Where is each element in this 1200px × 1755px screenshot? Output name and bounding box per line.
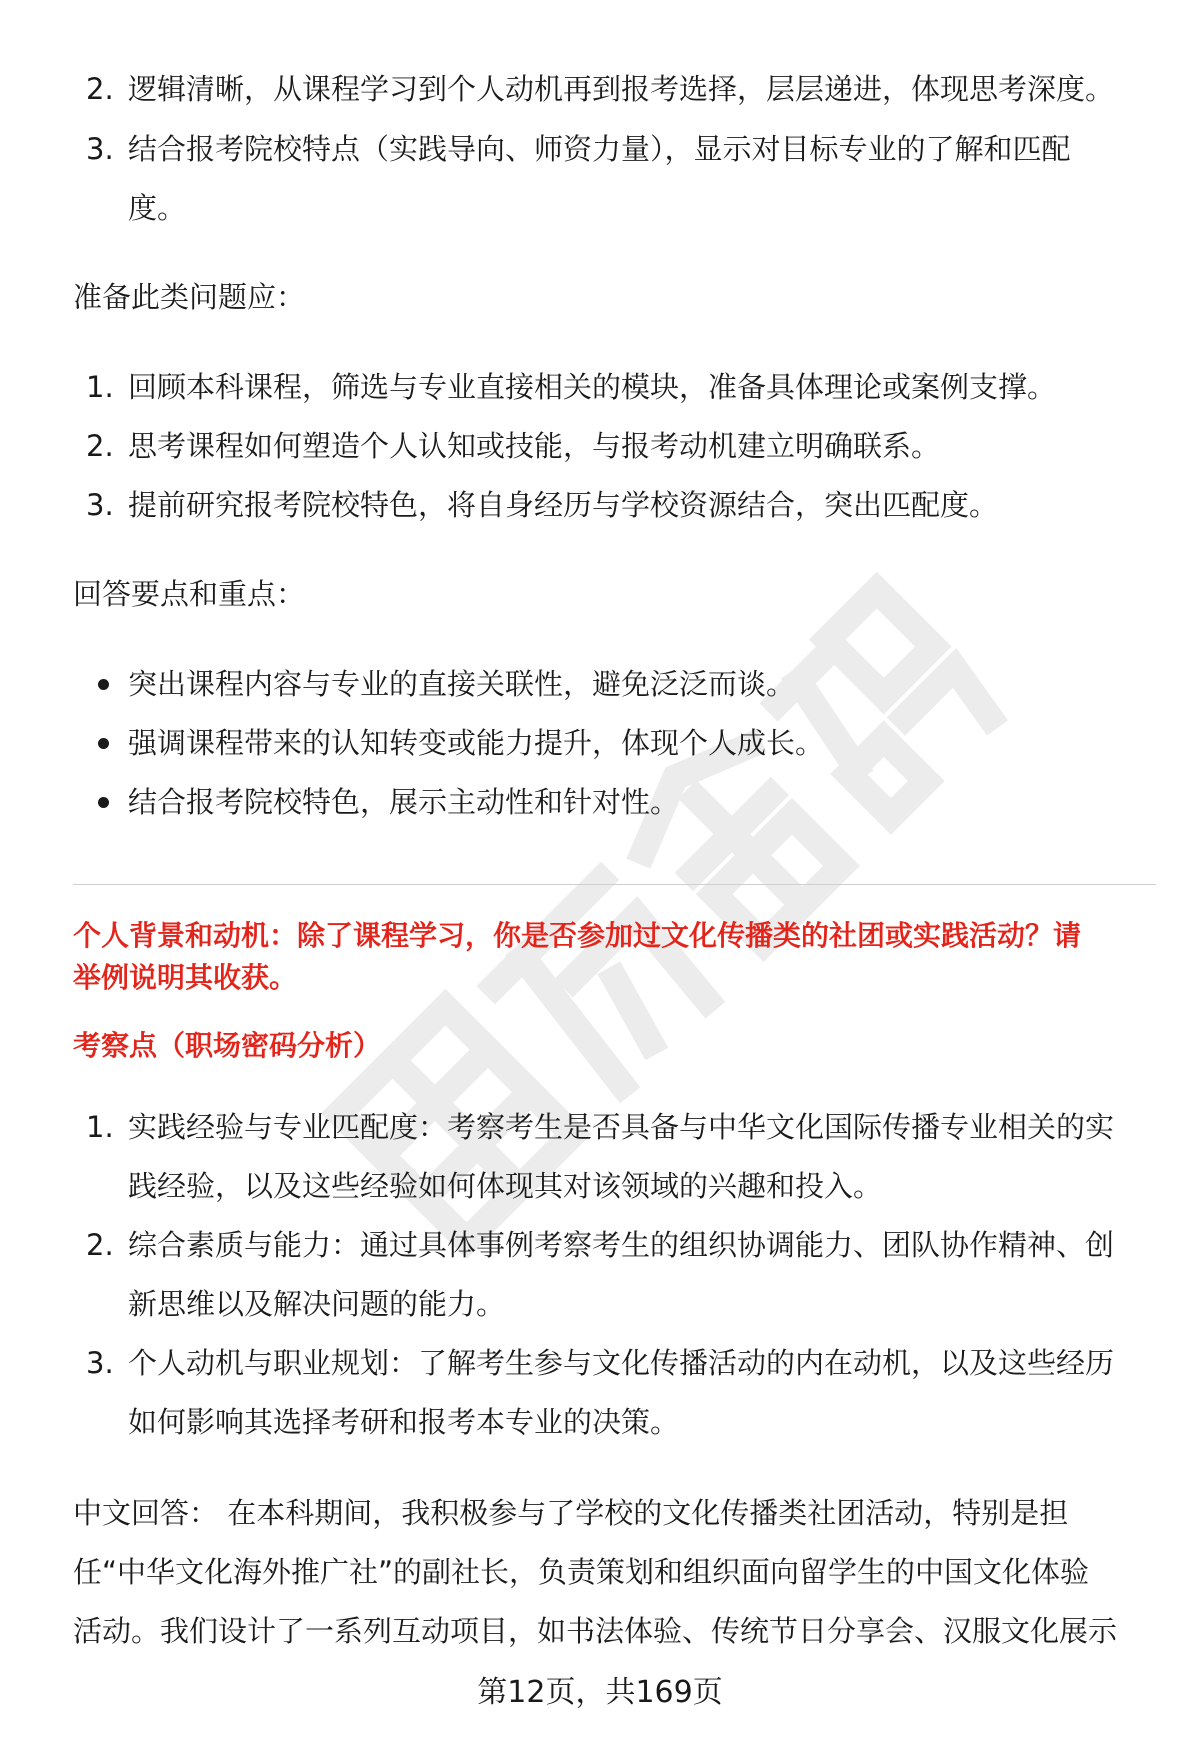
list-number: 1. (86, 370, 114, 404)
question-heading-line-1: 个人背景和动机：除了课程学习，你是否参加过文化传播类的社团或实践活动？请 (73, 919, 1082, 952)
bullet-dot-icon (98, 738, 109, 749)
list-item-text-continued: 新思维以及解决问题的能力。 (128, 1287, 506, 1321)
bullet-item-text: 突出课程内容与专业的直接关联性，避免泛泛而谈。 (128, 667, 796, 701)
list-number: 2. (86, 72, 114, 106)
answer-line-2: 任“中华文化海外推广社”的副社长，负责策划和组织面向留学生的中国文化体验 (73, 1555, 1090, 1589)
list-number: 3. (86, 1346, 114, 1380)
list-item-text: 结合报考院校特点（实践导向、师资力量），显示对目标专业的了解和匹配 (128, 132, 1071, 166)
list-item-text: 个人动机与职业规划：了解考生参与文化传播活动的内在动机，以及这些经历 (128, 1346, 1115, 1380)
list-number: 3. (86, 488, 114, 522)
list-item-text: 思考课程如何塑造个人认知或技能，与报考动机建立明确联系。 (128, 429, 941, 463)
list-item-text: 提前研究报考院校特色，将自身经历与学校资源结合，突出匹配度。 (128, 488, 999, 522)
list-item-text: 综合素质与能力：通过具体事例考察考生的组织协调能力、团队协作精神、创 (128, 1228, 1115, 1262)
section-divider (73, 884, 1156, 885)
analysis-heading: 考察点（职场密码分析） (73, 1029, 382, 1062)
list-number: 2. (86, 1228, 114, 1262)
list-number: 3. (86, 132, 114, 166)
bullet-item-text: 结合报考院校特色，展示主动性和针对性。 (128, 785, 680, 819)
list-item-text-continued: 践经验，以及这些经验如何体现其对该领域的兴趣和投入。 (128, 1169, 883, 1203)
bullet-dot-icon (98, 679, 109, 690)
list-item-text-continued: 如何影响其选择考研和报考本专业的决策。 (128, 1405, 680, 1439)
page-number-footer: 第12页，共169页 (477, 1675, 723, 1710)
question-heading-line-2: 举例说明其收获。 (73, 961, 298, 994)
list-item-text: 逻辑清晰，从课程学习到个人动机再到报考选择，层层递进，体现思考深度。 (128, 72, 1115, 106)
prep-heading: 准备此类问题应： (73, 280, 306, 314)
list-item-text-continued: 度。 (128, 191, 187, 225)
list-number: 1. (86, 1110, 114, 1144)
answer-line-1: 中文回答： 在本科期间，我积极参与了学校的文化传播类社团活动，特别是担 (73, 1496, 1069, 1530)
answer-line-3: 活动。我们设计了一系列互动项目，如书法体验、传统节日分享会、汉服文化展示 (73, 1614, 1118, 1648)
list-item-text: 实践经验与专业匹配度：考察考生是否具备与中华文化国际传播专业相关的实 (128, 1110, 1115, 1144)
list-item-text: 回顾本科课程，筛选与专业直接相关的模块，准备具体理论或案例支撑。 (128, 370, 1057, 404)
bullet-dot-icon (98, 797, 109, 808)
bullet-item-text: 强调课程带来的认知转变或能力提升，体现个人成长。 (128, 726, 825, 760)
key-points-heading: 回答要点和重点： (73, 577, 306, 611)
list-number: 2. (86, 429, 114, 463)
